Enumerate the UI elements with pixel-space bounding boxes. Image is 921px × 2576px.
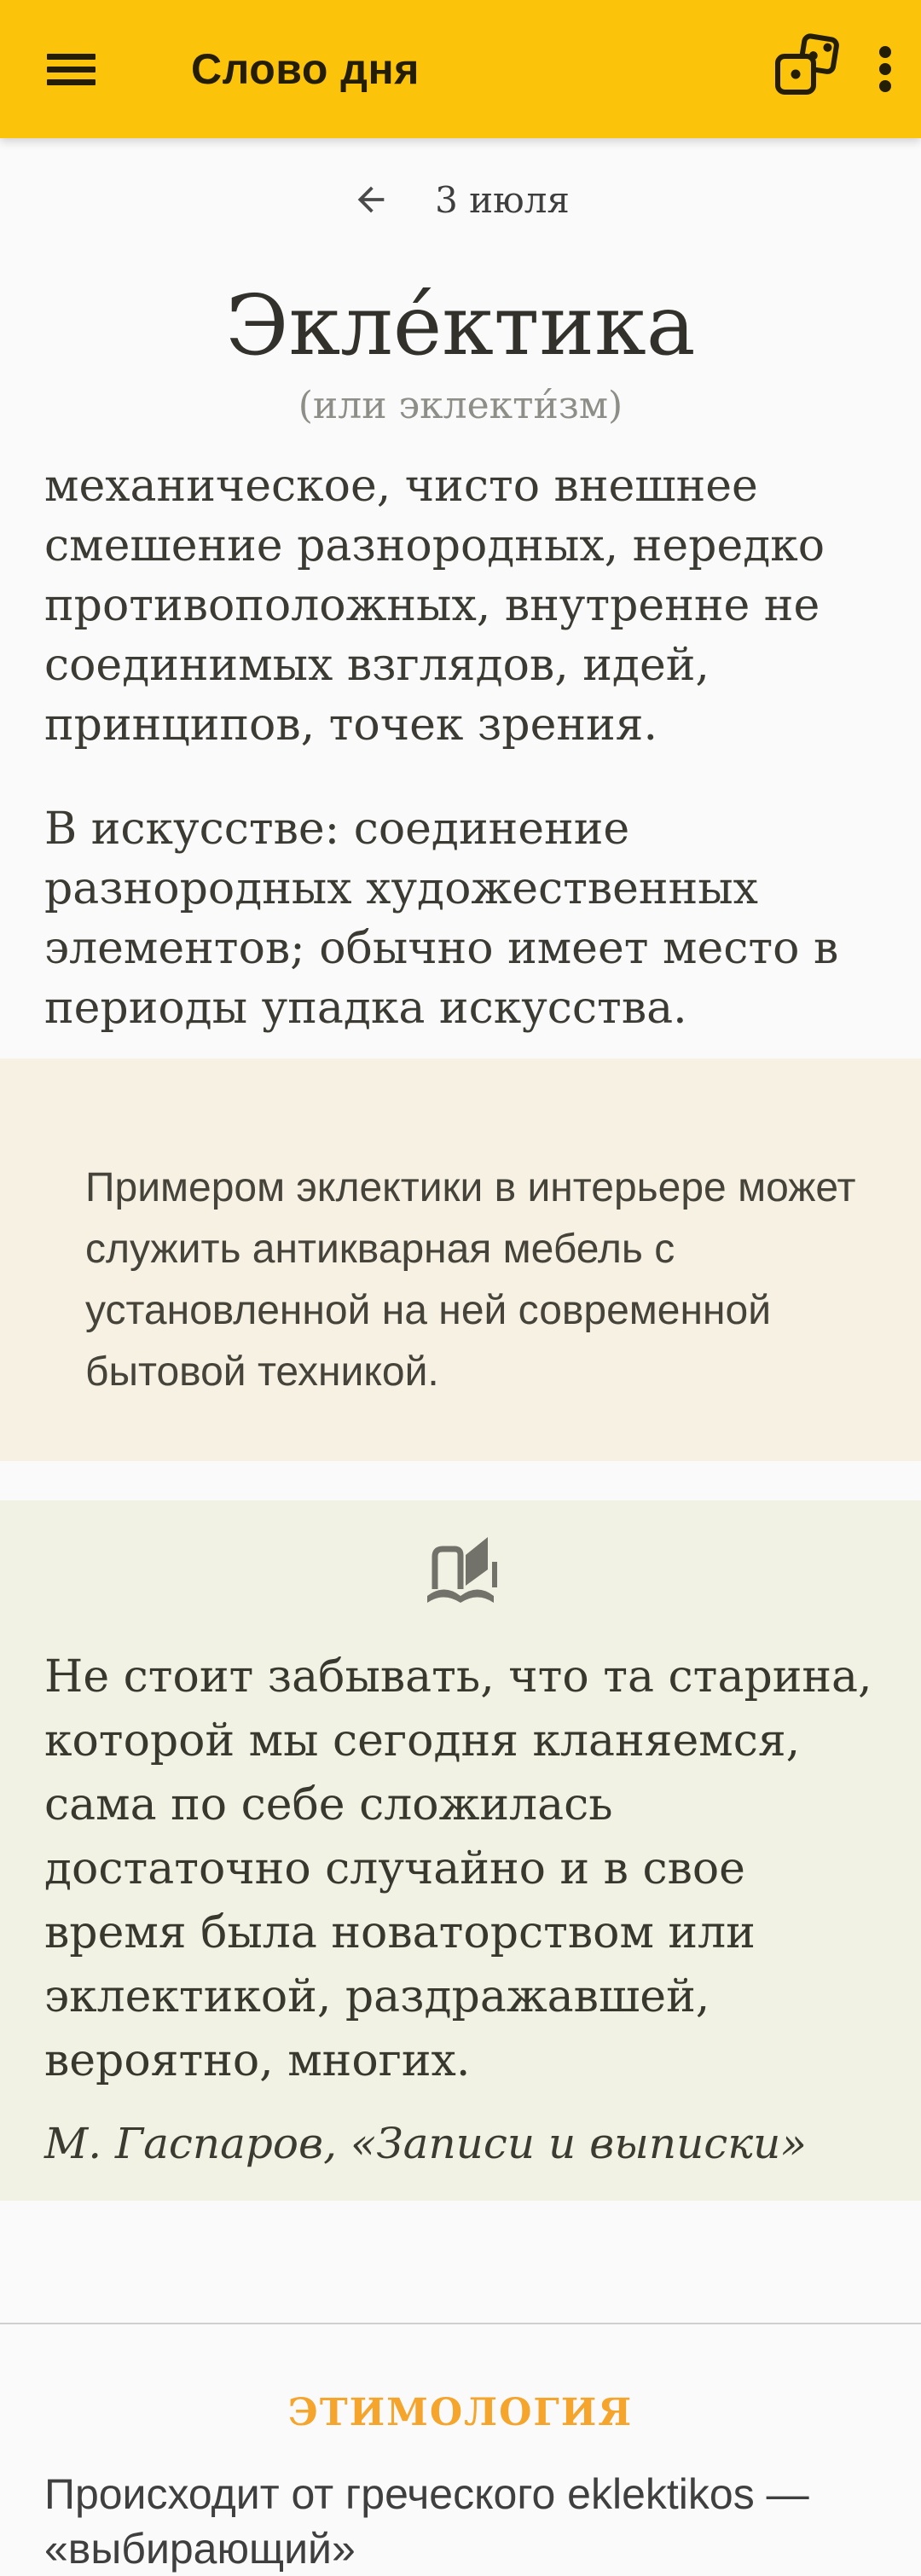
date-label: 3 июля	[435, 178, 570, 221]
word-alt-form: (или эклекти́зм)	[298, 384, 623, 427]
dice-icon	[773, 32, 839, 106]
kebab-menu-icon[interactable]	[861, 31, 909, 107]
etymology-heading: ЭТИМОЛОГИЯ	[287, 2391, 634, 2434]
hamburger-menu-icon[interactable]	[47, 54, 96, 85]
random-word-button[interactable]	[773, 31, 839, 107]
definition-paragraph-2: В искусстве: соединение разнородных художественных элементов; обычно имеет место в периоды упадка искусства.	[44, 804, 839, 1034]
quote-text: Не стоит забывать, что та старина, которой мы сегодня кланяемся, сама по себе сложилась достаточно случайно и в свое время была новаторством или эклектикой, раздражавшей, вероятно, многих.	[44, 1651, 872, 2086]
example-box	[0, 1059, 921, 1461]
app-bar	[0, 0, 921, 138]
book-icon	[416, 1533, 505, 1611]
date-nav	[0, 177, 921, 222]
app-title: Слово дня	[191, 45, 420, 93]
example-text: Примером эклектики в интерьере может служить антикварная мебель с установленной на ней современной бытовой техникой.	[85, 1165, 856, 1395]
etymology-section	[0, 2391, 921, 2576]
etymology-text: Происходит от греческого eklektikos — «выбирающий»	[44, 2470, 809, 2573]
definition-paragraph-1: механическое, чисто внешнее смешение разнородных, нередко противоположных, внутренне не соединимых взглядов, идей, принципов, точек зрения.	[44, 461, 825, 751]
definition-section	[44, 456, 877, 1038]
section-divider	[0, 2323, 921, 2324]
word-title: Экле́ктика	[225, 277, 696, 374]
quote-attribution: М. Гаспаров, «Записи и выписки»	[44, 2119, 807, 2168]
back-arrow-icon[interactable]	[351, 180, 391, 219]
quote-box	[0, 1500, 921, 2201]
